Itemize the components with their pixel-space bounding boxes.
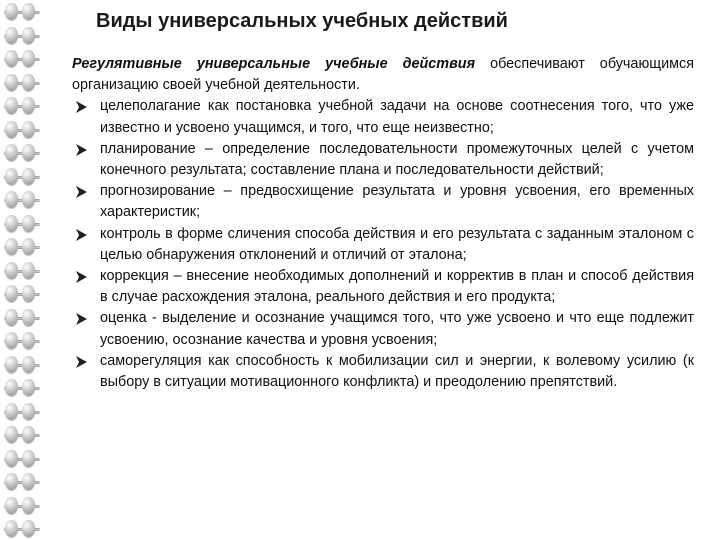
- bead-chain-icon: [0, 470, 44, 494]
- page-title: Виды универсальных учебных действий: [96, 10, 508, 32]
- list-item-text: оценка - выделение и осознание учащимся того, что уже усвоено и что еще подлежит усвоению, осознание качества и уровня усвоения;: [100, 310, 694, 348]
- bead-chain-icon: [0, 423, 44, 447]
- list-item: [72, 351, 694, 393]
- arrow-bullet-icon: [74, 312, 88, 326]
- bead-chain-icon: [0, 47, 44, 71]
- list-item: [72, 181, 694, 223]
- intro-emphasis: Регулятивные универсальные учебные действия: [72, 56, 476, 72]
- bead-chain-icon: [0, 353, 44, 377]
- intro-text: обеспечивают обучающимся организацию своей учебной деятельности.: [72, 56, 694, 94]
- bead-chain-icon: [0, 94, 44, 118]
- list-item: [72, 308, 694, 350]
- bead-chain-icon: [0, 376, 44, 400]
- bead-chain-icon: [0, 329, 44, 353]
- bead-chain-icon: [0, 447, 44, 471]
- document-body: [72, 54, 694, 393]
- arrow-bullet-icon: [74, 355, 88, 369]
- bead-chain-icon: [0, 212, 44, 236]
- bead-chain-icon: [0, 517, 44, 541]
- bead-chain-icon: [0, 259, 44, 283]
- list-item-text: саморегуляция как способность к мобилизации сил и энергии, к волевому усилию (к выбору в ситуации мотивационного конфликта) и преодолению препятствий.: [100, 352, 694, 391]
- bead-chain-icon: [0, 494, 44, 518]
- list-item-text: коррекция – внесение необходимых дополнений и корректив в план и способ действия в случае расхождения эталона, реального действия и его продукта;: [100, 268, 694, 306]
- bead-chain-icon: [0, 165, 44, 189]
- bead-chain-icon: [0, 141, 44, 165]
- list-item: [72, 224, 694, 266]
- decorative-bead-border: [0, 0, 44, 540]
- list-item: [72, 266, 694, 308]
- list-item-text: целеполагание как постановка учебной задачи на основе соотнесения того, что уже известно и усвоено учащимся, и того, что еще неизвестно;: [100, 98, 694, 136]
- bead-chain-icon: [0, 282, 44, 306]
- arrow-bullet-icon: [74, 228, 88, 242]
- bead-chain-icon: [0, 188, 44, 212]
- bead-chain-icon: [0, 24, 44, 48]
- bullet-list: [72, 96, 694, 393]
- bead-chain-icon: [0, 0, 44, 24]
- bead-chain-icon: [0, 306, 44, 330]
- list-item: [72, 139, 694, 181]
- bead-chain-icon: [0, 235, 44, 259]
- bead-chain-icon: [0, 118, 44, 142]
- list-item-text: контроль в форме сличения способа действия и его результата с заданным эталоном с целью обнаружения отклонений и отличий от эталона;: [100, 225, 694, 263]
- intro-paragraph: [72, 54, 694, 96]
- arrow-bullet-icon: [74, 270, 88, 284]
- arrow-bullet-icon: [74, 100, 88, 114]
- list-item-text: прогнозирование – предвосхищение результата и уровня усвоения, его временных характеристик;: [100, 183, 694, 221]
- bead-chain-icon: [0, 71, 44, 95]
- bead-chain-icon: [0, 400, 44, 424]
- arrow-bullet-icon: [74, 185, 88, 199]
- arrow-bullet-icon: [74, 143, 88, 157]
- list-item: [72, 96, 694, 138]
- list-item-text: планирование – определение последовательности промежуточных целей с учетом конечного результата; составление плана и последовательности действий;: [100, 140, 694, 179]
